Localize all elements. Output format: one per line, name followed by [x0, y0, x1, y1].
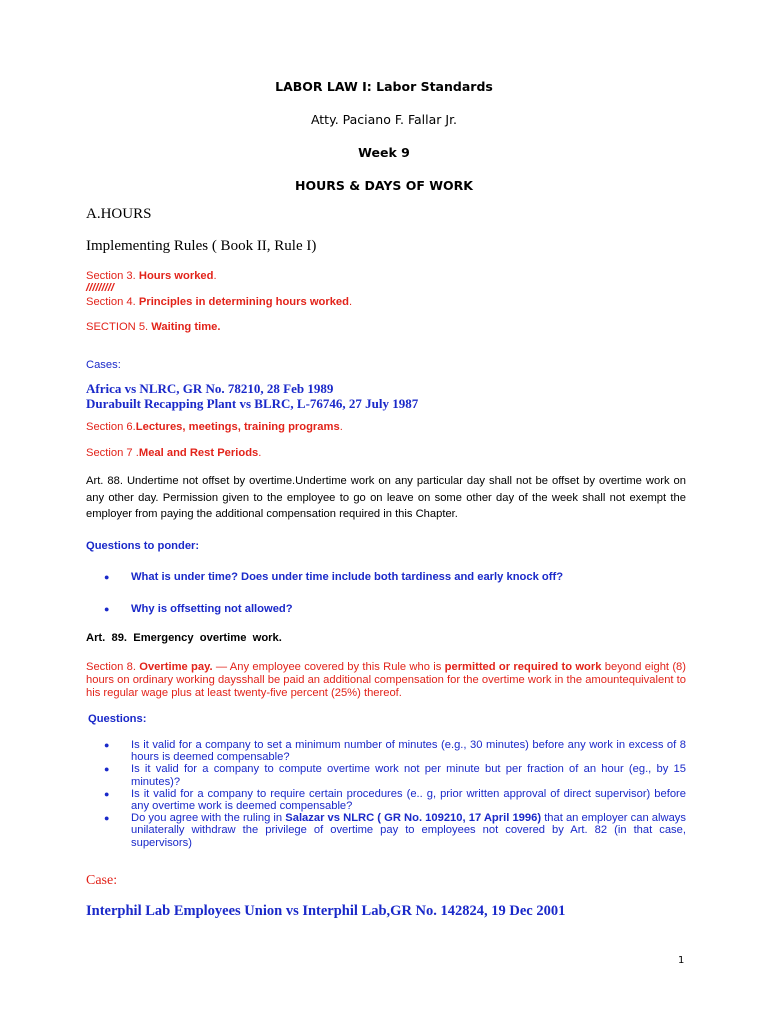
ponder-list-1 [104, 571, 686, 583]
ponder-question-2: Why is offsetting not allowed? [131, 603, 293, 615]
section-8-part2: beyond eight (8) hours on ordinary working daysshall be paid an additional compensation for the overtime work in the amountequivalent to his regular wage plus at least twenty-five percent (25%) thereof. [86, 661, 686, 699]
bullet-icon: ● [104, 813, 110, 824]
list-item [104, 812, 686, 849]
section-4-end: . [349, 296, 353, 308]
section-5-title: Waiting time. [151, 321, 221, 333]
section-7-prefix: Section 7 . [86, 447, 139, 459]
section-6-prefix: Section 6. [86, 421, 136, 433]
rules-heading: Implementing Rules ( Book II, Rule I) [86, 238, 317, 254]
page-number: 1 [678, 955, 685, 966]
section-6-title: Lectures, meetings, training programs [135, 421, 340, 433]
section-4-title: Principles in determining hours worked [138, 296, 349, 308]
section-4-prefix: Section 4. [86, 296, 139, 308]
section-4-line [86, 296, 352, 308]
course-title: LABOR LAW I: Labor Standards [275, 79, 493, 94]
section-5-prefix: SECTION 5. [86, 321, 152, 333]
ponder-list-2 [104, 603, 686, 615]
ponder-label: Questions to ponder: [86, 540, 200, 552]
section-8-paragraph [86, 661, 686, 700]
section-3-title: Hours worked [138, 270, 214, 282]
question-4-case: Salazar vs NLRC ( GR No. 109210, 17 April 1996) [285, 812, 542, 825]
section-8-prefix: Section 8. [86, 661, 140, 673]
question-3: Is it valid for a company to require certain procedures (e.. g, prior written approval of direct supervisor) before any overtime work is deemed compensable? [131, 787, 686, 813]
section-6-line [86, 421, 343, 433]
section-8-emphasis: permitted or required to work [444, 661, 602, 673]
section-a-heading: A.HOURS [86, 206, 152, 222]
section-6-end: . [339, 421, 343, 433]
ponder-question-1: What is under time? Does under time include both tardiness and early knock off? [131, 571, 564, 583]
case-africa: Africa vs NLRC, GR No. 78210, 28 Feb 1989 [86, 381, 334, 396]
question-1: Is it valid for a company to set a minimum number of minutes (e.g., 30 minutes) before any work in excess of 8 hours is deemed compensable? [131, 739, 686, 764]
author-name: Atty. Paciano F. Fallar Jr. [310, 112, 458, 127]
list-item [104, 571, 686, 583]
section-3-line [86, 270, 217, 282]
section-8-title: Overtime pay. [139, 661, 213, 673]
section-5-line [86, 321, 220, 333]
bullet-icon: ● [104, 788, 110, 799]
list-item [104, 788, 686, 812]
bullet-icon: ● [104, 572, 110, 582]
final-case-label: Case: [86, 873, 118, 888]
questions-list [104, 739, 686, 849]
section-8-part1: — Any employee covered by this Rule who is [212, 661, 445, 673]
question-4-rest: that an employer can always unilaterally withdraw the privilege of overtime pay to employees not covered by Art. 82 (in that case, supervisors) [131, 812, 686, 849]
list-item [104, 763, 686, 787]
question-4-lead: Do you agree with the ruling in [131, 812, 286, 825]
section-7-end: . [258, 447, 262, 459]
bullet-icon: ● [104, 740, 110, 750]
section-3-prefix: Section 3. [86, 270, 139, 282]
article-88-text: Art. 88. Undertime not offset by overtime.Undertime work on any particular day shall not be offset by overtime work on any other day. Permission given to the employee to go on leave on some other day of the week shall not exempt the employer from paying the additional compensation required in this Chapter. [86, 475, 686, 520]
questions-label: Questions: [88, 713, 147, 725]
bullet-icon: ● [104, 764, 110, 775]
list-item [104, 739, 686, 763]
final-case-title: Interphil Lab Employees Union vs Interphil Lab,GR No. 142824, 19 Dec 2001 [86, 903, 566, 919]
list-item [104, 603, 686, 615]
slashes-line: ///////// [86, 282, 114, 294]
section-3-end: . [213, 270, 217, 282]
question-2: Is it valid for a company to compute overtime work not per minute but per fraction of an hour (eg., by 15 minutes)? [131, 763, 686, 788]
article-89-heading: Art. 89. Emergency overtime work. [86, 632, 282, 644]
topic-title: HOURS & DAYS OF WORK [295, 178, 473, 193]
bullet-icon: ● [104, 604, 110, 614]
section-7-title: Meal and Rest Periods [138, 447, 259, 459]
cases-label: Cases: [86, 359, 121, 371]
section-7-line [86, 447, 261, 459]
week-label: Week 9 [358, 145, 410, 160]
case-durabuilt: Durabuilt Recapping Plant vs BLRC, L-76746, 27 July 1987 [86, 396, 419, 411]
